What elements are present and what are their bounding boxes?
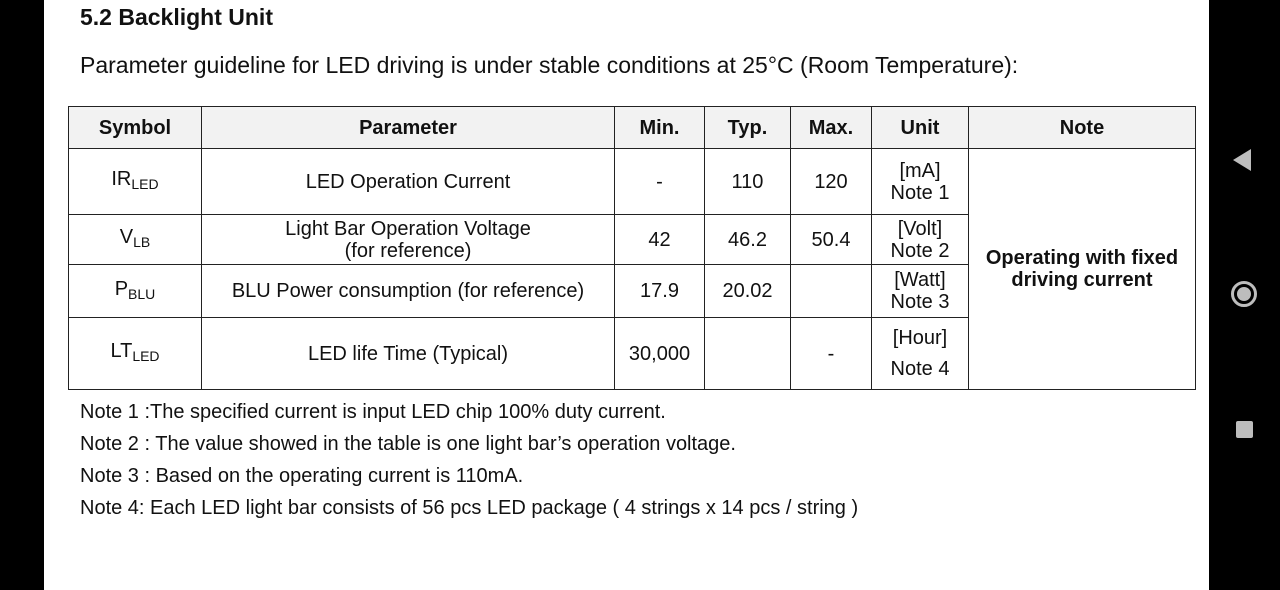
footnote: Note 3 : Based on the operating current is 110mA.	[80, 465, 524, 487]
symbol-cell: $LT_{LED}$	[69, 318, 202, 390]
header-unit: Unit	[872, 107, 969, 149]
footnotes	[80, 398, 858, 526]
recents-icon[interactable]	[1236, 421, 1253, 438]
min-cell: -	[615, 149, 705, 215]
unit-cell: [Watt] Note 3	[872, 265, 969, 318]
symbol-cell: $P_{BLU}$	[69, 265, 202, 318]
header-symbol: Symbol	[69, 107, 202, 149]
android-nav-bar	[1209, 0, 1280, 590]
symbol-cell: $V_{LB}$	[69, 215, 202, 265]
parameter-cell: BLU Power consumption (for reference)	[202, 265, 615, 318]
unit-cell: [Hour] Note 4	[872, 318, 969, 390]
min-cell: 30,000	[615, 318, 705, 390]
typ-cell: 110	[705, 149, 791, 215]
home-icon[interactable]	[1231, 281, 1257, 307]
min-cell: 42	[615, 215, 705, 265]
note-merged-cell: Operating with fixed driving current	[969, 149, 1196, 390]
footnote: Note 1 :The specified current is input LED chip 100% duty current.	[80, 401, 666, 423]
parameter-cell: Light Bar Operation Voltage (for reference)	[202, 215, 615, 265]
back-icon[interactable]	[1233, 149, 1251, 171]
document-page	[44, 0, 1209, 590]
header-max: Max.	[791, 107, 872, 149]
max-cell: -	[791, 318, 872, 390]
max-cell: 120	[791, 149, 872, 215]
symbol-cell: $IR_{LED}$	[69, 149, 202, 215]
footnote: Note 4: Each LED light bar consists of 56 pcs LED package ( 4 strings x 14 pcs / string )	[80, 497, 859, 519]
intro-text: Parameter guideline for LED driving is under stable conditions at 25°C (Room Temperature):	[80, 52, 1019, 78]
typ-cell	[705, 318, 791, 390]
backlight-spec-table	[68, 106, 1196, 390]
parameter-cell: LED Operation Current	[202, 149, 615, 215]
table-row	[69, 149, 1196, 215]
max-cell: 50.4	[791, 215, 872, 265]
header-parameter: Parameter	[202, 107, 615, 149]
header-typ: Typ.	[705, 107, 791, 149]
header-min: Min.	[615, 107, 705, 149]
unit-cell: [Volt] Note 2	[872, 215, 969, 265]
section-title: 5.2 Backlight Unit	[80, 4, 273, 30]
header-note: Note	[969, 107, 1196, 149]
parameter-cell: LED life Time (Typical)	[202, 318, 615, 390]
typ-cell: 20.02	[705, 265, 791, 318]
max-cell	[791, 265, 872, 318]
min-cell: 17.9	[615, 265, 705, 318]
footnote: Note 2 : The value showed in the table is one light bar’s operation voltage.	[80, 433, 736, 455]
typ-cell: 46.2	[705, 215, 791, 265]
unit-cell: [mA] Note 1	[872, 149, 969, 215]
table-header-row	[69, 107, 1196, 149]
